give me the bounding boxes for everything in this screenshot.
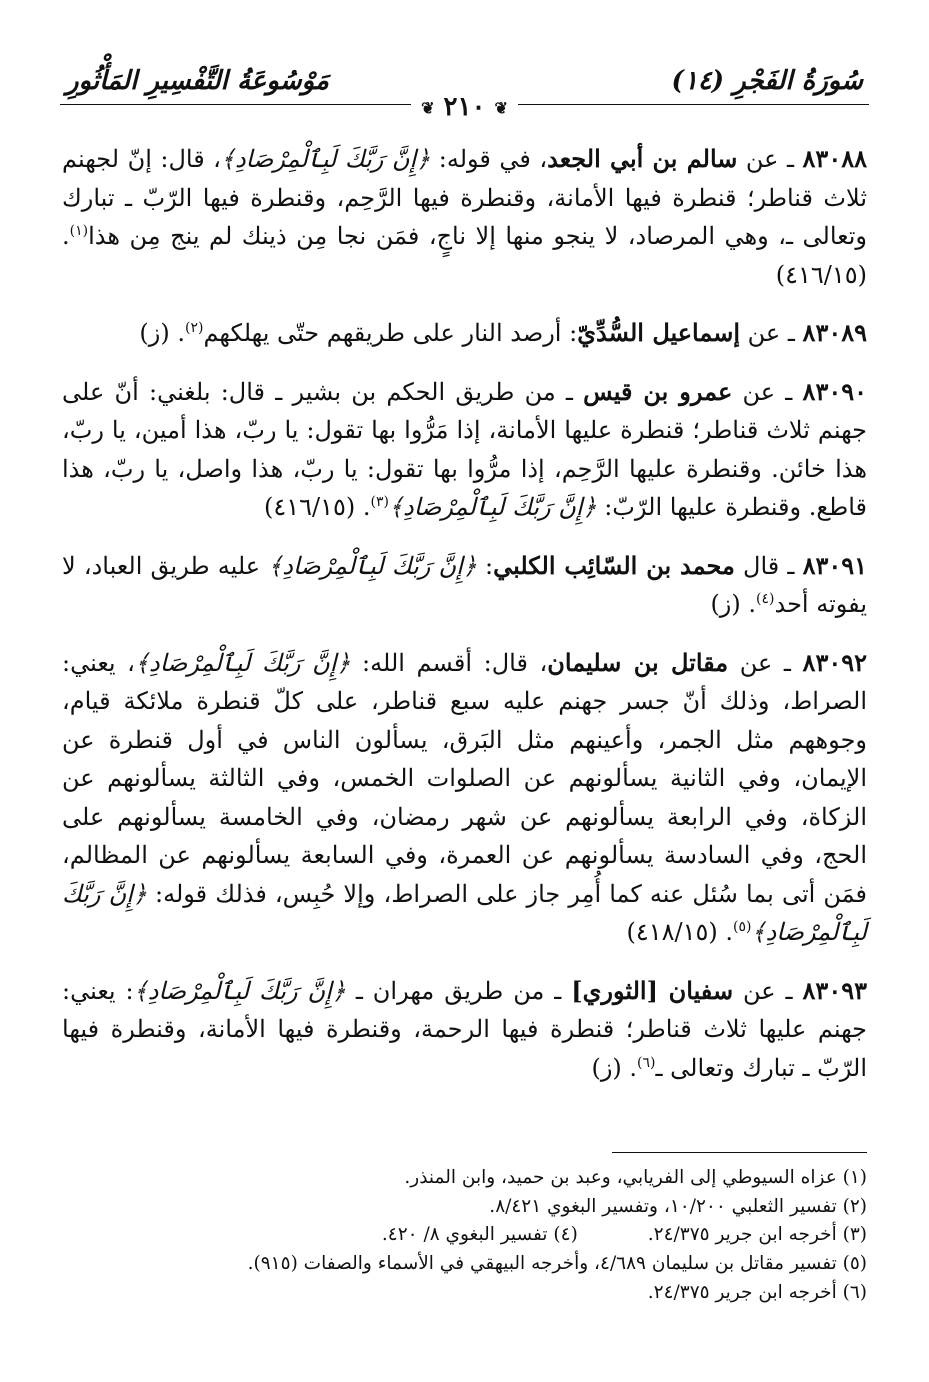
entry-text: . (355, 493, 371, 521)
source-ref: (٤١٦/١٥) (263, 493, 356, 521)
entry-text: ـ من طريق الحكم بن بشير ـ قال: بلغني: أنّ على جهنم ثلاث قناطر؛ قنطرة عليها الأمانة، إذا مَرُّوا بها تقول: يا ربّ، هذا أمين، يا ربّ، هذا خائن. وقنطرة عليها الرَّحِم، إذا مرُّوا بها تقول: يا ربّ، هذا واصل، يا ربّ، هذا قاطع. وقنطرة عليها الرّبّ: (62, 377, 867, 521)
entry-text: ، قال: إنّ لجهنم ثلاث قناطر؛ قنطرة فيها الأمانة، وقنطرة فيها الرَّحِم، وقنطرة فيها الرّبّ ـ تبارك وتعالى ـ، وهي المرصاد، لا ينجو منها إلا ناجٍ، فمَن نجا مِن ذينك لم ينج مِن هذا (62, 145, 867, 250)
footnote-3: (٣) أخرجه ابن جرير ٢٤/٣٧٥. (647, 1224, 867, 1246)
page-number-area (0, 92, 929, 122)
entry-text: ، قال: أقسم الله: (350, 648, 548, 677)
entry-number: ٨٣٠٩٣ (802, 975, 867, 1005)
entry-text: . (62, 222, 70, 250)
footnote-5: (٥) تفسير مقاتل بن سليمان ٤/٦٨٩، وأخرجه البيهقي في الأسماء والصفات (٩١٥). (247, 1253, 867, 1275)
entry-83089 (62, 314, 867, 353)
entry-text: ـ من طريق مهران ـ (345, 976, 572, 1005)
quran-verse: ﴿إِنَّ رَبَّكَ لَبِٱلْمِرْصَادِ﴾ (133, 976, 346, 1005)
narrator-name: سفيان [الثوري] (571, 975, 734, 1005)
quran-verse: ﴿إِنَّ رَبَّكَ لَبِٱلْمِرْصَادِ﴾ (388, 493, 597, 521)
footnote-row-3-4 (62, 1221, 867, 1250)
page-number (411, 92, 518, 122)
entry-text: . (169, 319, 185, 347)
entry-text: ـ قال (734, 551, 803, 580)
footnote-separator (612, 1152, 867, 1153)
quran-verse: ﴿إِنَّ رَبَّكَ لَبِٱلْمِرْصَادِ﴾ (268, 551, 477, 580)
main-text (62, 140, 867, 1107)
footnote-2: (٢) تفسير الثعلبي ١٠/٢٠٠، وتفسير البغوي ٨/٤٢١. (489, 1195, 867, 1217)
footnote-1: (١) عزاه السيوطي إلى الفريابي، وعبد بن حميد، وابن المنذر. (404, 1167, 867, 1188)
footnote-marker[interactable]: (٢) (184, 320, 204, 336)
narrator-name: مقاتل بن سليمان (547, 647, 729, 677)
entry-text: ـ عن (737, 145, 803, 173)
entry-text: : أرصد النار على طريقهم حتّى يهلكهم (203, 319, 578, 347)
source-ref: (٤١٦/١٥) (775, 260, 867, 289)
narrator-name: سالم بن أبي الجعد (547, 144, 738, 173)
source-ref: (ز) (591, 1053, 622, 1082)
entry-number: ٨٣٠٩٢ (802, 647, 867, 677)
entry-text: . (621, 1053, 638, 1082)
quran-verse: ﴿إِنَّ رَبَّكَ لَبِٱلْمِرْصَادِ﴾ (220, 145, 431, 173)
entry-text: ـ عن (733, 976, 803, 1005)
entry-83091 (62, 547, 867, 624)
entry-text: عليه طريق العباد، لا يفوته أحد (62, 551, 867, 618)
footnote-marker[interactable]: (٦) (637, 1054, 656, 1071)
entry-text: ، في قوله: (430, 145, 548, 173)
entry-83088 (62, 140, 867, 294)
entry-text: ـ عن (732, 377, 803, 406)
entry-83090 (62, 373, 867, 527)
footnote-marker[interactable]: (٣) (370, 494, 389, 510)
entry-text: : يعني: جهنم عليها ثلاث قناطر؛ قنطرة فيها الرحمة، وقنطرة فيها الأمانة، وقنطرة فيها الرّبّ ـ تبارك وتعالى ـ (62, 976, 867, 1082)
source-ref: (ز) (710, 590, 741, 618)
entry-text: ـ عن (740, 319, 803, 347)
page-number-text: ٢١٠ (443, 92, 486, 122)
entry-number: ٨٣٠٩١ (802, 550, 868, 580)
surah-title: سُورَةُ الفَجْرِ (١٤) (671, 66, 863, 96)
book-title: مَوْسُوعَةُ التَّفْسِيرِ المَأْثُورِ (66, 66, 329, 96)
footnote-marker[interactable]: (٤) (756, 591, 775, 607)
footnote-6: (٦) أخرجه ابن جرير ٢٤/٣٧٥. (647, 1281, 867, 1303)
entry-text: . (717, 918, 734, 946)
narrator-name: محمد بن السّائِب الكلبي (493, 550, 735, 580)
narrator-name: عمرو بن قيس (583, 376, 733, 406)
ornament-left-icon: ❦ (494, 98, 508, 118)
footnotes (62, 1164, 867, 1308)
entry-number: ٨٣٠٩٠ (802, 376, 867, 406)
entry-83093 (62, 972, 867, 1088)
source-ref: (ز) (139, 319, 170, 347)
footnote-marker[interactable]: (٥) (733, 919, 752, 935)
entry-number: ٨٣٠٨٨ (802, 144, 867, 173)
ornament-right-icon: ❦ (421, 98, 435, 118)
footnote-marker[interactable]: (١) (69, 223, 89, 239)
quran-verse: ﴿إِنَّ رَبَّكَ لَبِٱلْمِرْصَادِ﴾ (134, 648, 351, 677)
entry-text: ـ عن (728, 648, 803, 677)
narrator-name: إسماعيل السُّدِّيّ (577, 318, 741, 347)
entry-text: . (740, 590, 757, 618)
entry-text: : (476, 551, 494, 580)
entry-83092 (62, 644, 867, 952)
footnote-4: (٤) تفسير البغوي ٨/ ٤٢٠. (381, 1224, 578, 1246)
source-ref: (٤١٨/١٥) (626, 918, 718, 946)
entry-number: ٨٣٠٨٩ (802, 318, 867, 347)
entry-text: ، يعني: الصراط، وذلك أنّ جسر جهنم عليه سبع قناطر، على كلّ قنطرة ملائكة قيام، وجوههم مثل الجمر، وأعينهم مثل البَرق، يسألون الناس في أول قنطرة عن الإيمان، وفي الثانية يسألونهم عن الصلوات الخمس، وفي الثالثة يسألونهم عن الزكاة، وفي الرابعة يسألونهم عن شهر رمضان، وفي الخامسة يسألونهم على الحج، وفي السادسة يسألونهم عن العمرة، وفي السابعة يسألونهم عن المظالم، فمَن أتى بما سُئل عنه كما أُمِر جاز على الصراط، وإلا حُبِس، فذلك قوله: (62, 648, 867, 908)
quran-verse: ﴿إِنَّ رَبَّكَ لَبِٱلْمِرْصَادِ﴾ (62, 879, 867, 946)
